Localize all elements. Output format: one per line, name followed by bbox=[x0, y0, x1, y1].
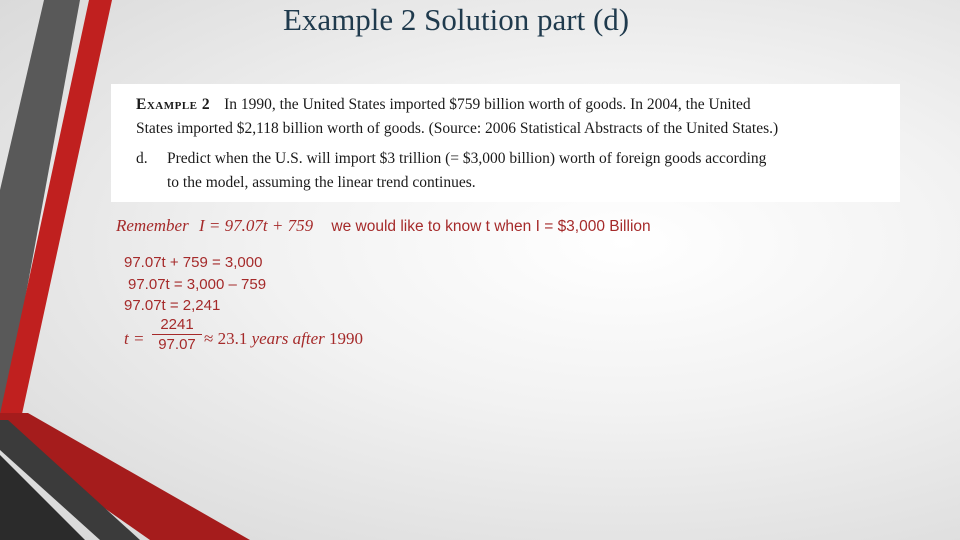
example-line-1 bbox=[136, 96, 751, 114]
example-text-3: Predict when the U.S. will import $3 trillion (= $3,000 billion) worth of foreign goods according bbox=[167, 150, 767, 167]
example-label: Example 2 bbox=[136, 96, 211, 113]
fraction-numerator: 2241 bbox=[152, 316, 202, 335]
example-text-1: In 1990, the United States imported $759 billion worth of goods. In 2004, the United bbox=[224, 96, 751, 113]
solution-step-2: 97.07t = 3,000 – 759 bbox=[128, 276, 267, 293]
example-line-3 bbox=[136, 150, 766, 168]
example-line-4: to the model, assuming the linear trend continues. bbox=[167, 174, 476, 191]
step4-approx: ≈ 23.1 bbox=[204, 329, 248, 348]
fraction-denominator: 97.07 bbox=[158, 336, 196, 353]
step4-lhs: t = bbox=[124, 329, 145, 348]
step4-units: years after bbox=[251, 329, 325, 348]
slide-title: Example 2 Solution part (d) bbox=[283, 2, 630, 37]
step4-year: 1990 bbox=[329, 329, 364, 348]
example-part-label: d. bbox=[136, 150, 148, 167]
solution-step-1: 97.07t + 759 = 3,000 bbox=[124, 254, 263, 271]
remember-line bbox=[116, 216, 651, 236]
goal-text: we would like to know t when I = $3,000 Billion bbox=[331, 218, 651, 235]
remember-word: Remember bbox=[116, 216, 189, 235]
fraction bbox=[152, 316, 202, 353]
step4-result bbox=[204, 329, 363, 349]
decor-stripe-gray-left bbox=[0, 0, 80, 414]
model-equation: I = 97.07t + 759 bbox=[199, 216, 314, 235]
example-problem-box bbox=[111, 84, 900, 202]
solution-step-3: 97.07t = 2,241 bbox=[124, 297, 221, 314]
example-line-2: States imported $2,118 billion worth of goods. (Source: 2006 Statistical Abstracts of the United States.) bbox=[136, 120, 779, 137]
